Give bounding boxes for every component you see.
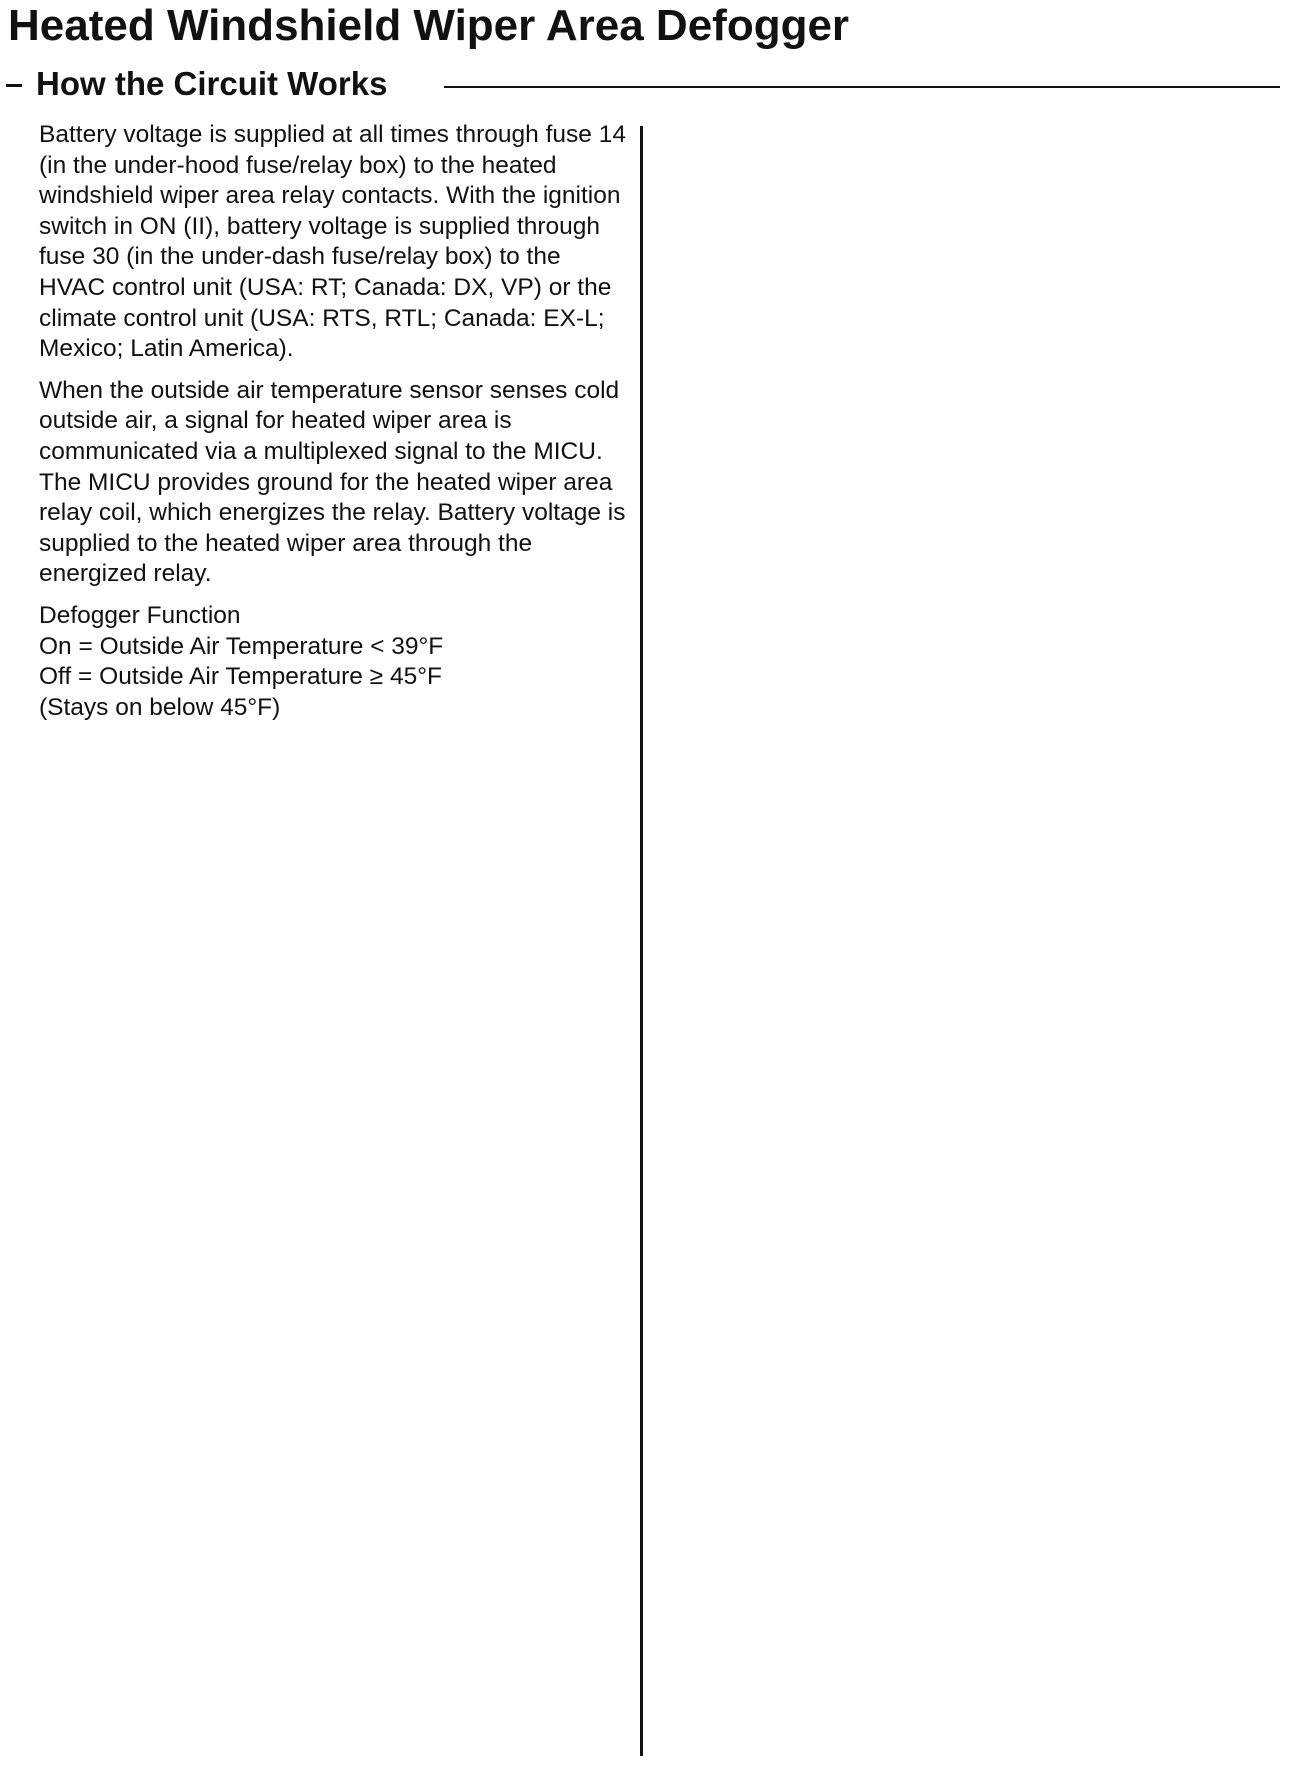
section-heading [6,62,1280,106]
column-divider [640,126,643,1756]
defogger-note: (Stays on below 45°F) [39,693,281,721]
section-dash [6,84,22,87]
defogger-on-condition: On = Outside Air Temperature < 39°F [39,632,444,660]
page-title: Heated Windshield Wiper Area Defogger [8,1,850,50]
section-rule [444,86,1280,88]
defogger-off-condition: Off = Outside Air Temperature ≥ 45°F [39,663,442,691]
defogger-function-block [39,601,629,723]
paragraph-relay-operation: When the outside air temperature sensor senses cold outside air, a signal for heated wiper area is communicated via a multiplexed signal to the MICU. The MICU provides ground for the heated wiper area relay coil, which energizes the relay. Battery voltage is supplied to the heated wiper area through the energized relay. [39,376,626,588]
section-title: How the Circuit Works [36,65,388,102]
defogger-function-heading: Defogger Function [39,601,241,629]
paragraph-power-supply: Battery voltage is supplied at all times through fuse 14 (in the under-hood fuse/relay box) to the heated windshield wiper area relay contacts. With the ignition switch in ON (II), battery voltage is supplied through fuse 30 (in the under-dash fuse/relay box) to the HVAC control unit (USA: RT; Canada: DX, VP) or the climate control unit (USA: RTS, RTL; Canada: EX-L; Mexico; Latin America). [39,121,626,363]
body-column [39,120,629,723]
